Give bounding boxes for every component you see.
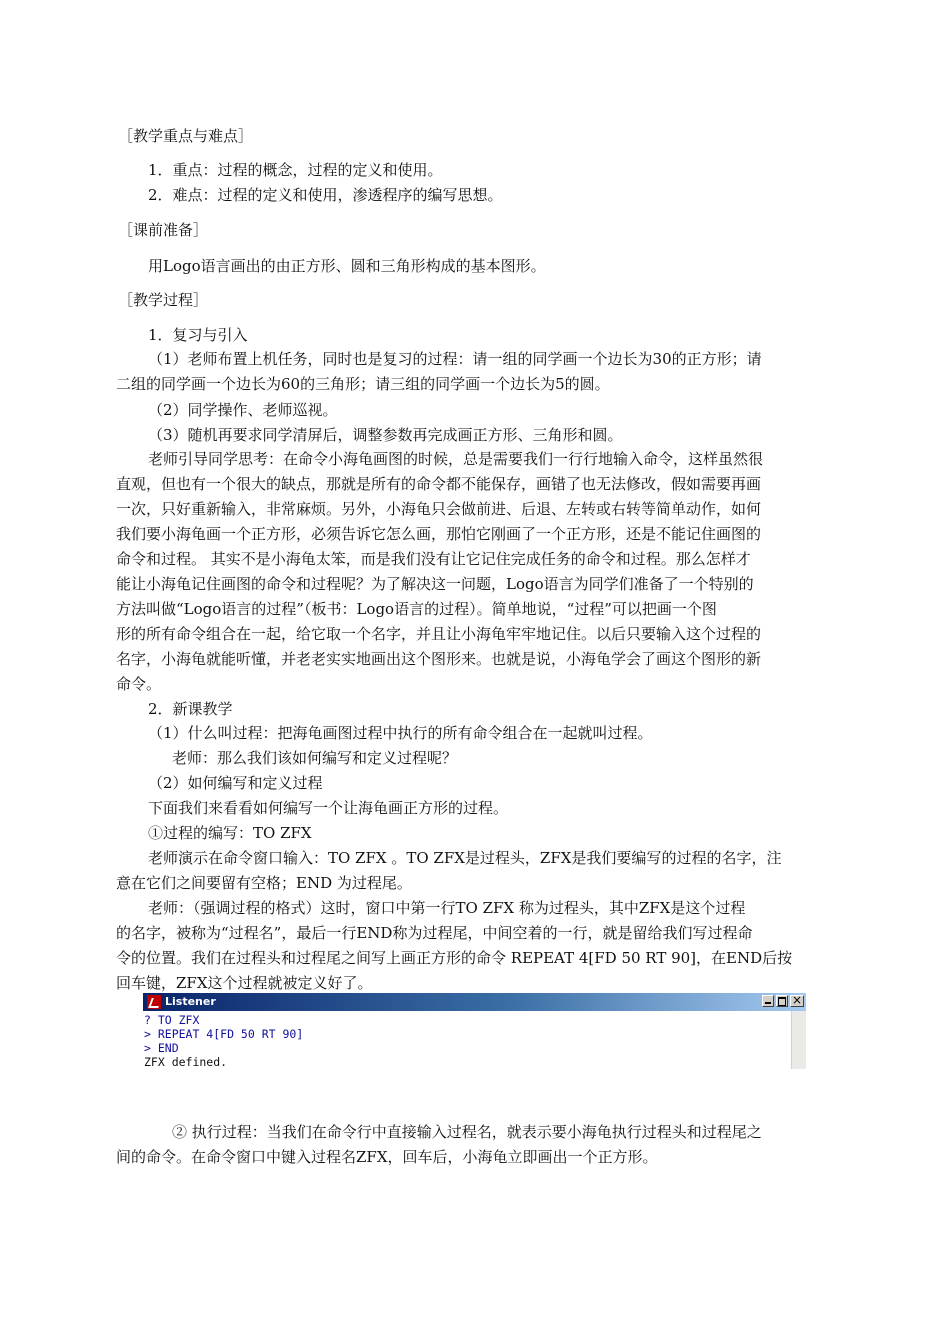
preparation-heading: ［课前准备］ bbox=[118, 221, 209, 239]
teacher-question: 老师：那么我们该如何编写和定义过程呢？ bbox=[172, 749, 458, 767]
format-line: 老师：（强调过程的格式）这时，窗口中第一行TO ZFX 称为过程头，其中ZFX是这个过程 bbox=[148, 899, 746, 917]
format-line: 令的位置。我们在过程头和过程尾之间写上画正方形的命令 REPEAT 4[FD 50 RT 90]，在END后按 bbox=[116, 949, 793, 967]
key-point-2: 2．难点：过程的定义和使用，渗透程序的编写思想。 bbox=[148, 186, 503, 204]
process-heading: ［教学过程］ bbox=[118, 291, 209, 309]
demo-line-2: 意在它们之间要留有空格；END 为过程尾。 bbox=[116, 874, 412, 892]
preparation-text: 用Logo语言画出的由正方形、圆和三角形构成的基本图形。 bbox=[148, 257, 546, 275]
guide-line: 形的所有命令组合在一起，给它取一个名字，并且让小海龟牢牢地记住。以后只要输入这个过程的 bbox=[116, 625, 762, 643]
format-line: 的名字，被称为“过程名”，最后一行END称为过程尾，中间空着的一行，就是留给我们写过程命 bbox=[116, 924, 753, 942]
review-title: 1．复习与引入 bbox=[148, 326, 248, 344]
review-item-1-line-1: （1）老师布置上机任务，同时也是复习的过程：请一组的同学画一个边长为30的正方形；请 bbox=[148, 350, 762, 368]
guide-line: 老师引导同学思考：在命令小海龟画图的时候，总是需要我们一行行地输入命令，这样虽然很 bbox=[148, 450, 764, 468]
guide-line: 命令。 bbox=[116, 675, 162, 693]
review-item-2: （2）同学操作、老师巡视。 bbox=[148, 401, 338, 419]
listener-line: ZFX defined. bbox=[144, 1055, 228, 1069]
maximize-icon bbox=[776, 995, 788, 1007]
listener-line: > END bbox=[144, 1041, 179, 1055]
guide-line: 我们要小海龟画一个正方形，必须告诉它怎么画，那怕它刚画了一个正方形，还是不能记住画图的 bbox=[116, 525, 762, 543]
guide-line: 命令和过程。 其实不是小海龟太笨，而是我们没有让它记住完成任务的命令和过程。那么怎样才 bbox=[116, 550, 751, 568]
format-line: 回车键，ZFX这个过程就被定义好了。 bbox=[116, 974, 373, 992]
minimize-icon bbox=[762, 995, 774, 1007]
review-item-1-line-2: 二组的同学画一个边长为60的三角形；请三组的同学画一个边长为5的圆。 bbox=[116, 375, 610, 393]
guide-line: 名字，小海龟就能听懂，并老老实实地画出这个图形来。也就是说，小海龟学会了画这个图形的新 bbox=[116, 650, 762, 668]
listener-line: > REPEAT 4[FD 50 RT 90] bbox=[144, 1027, 304, 1041]
new-lesson-item-2: （2）如何编写和定义过程 bbox=[148, 774, 323, 792]
guide-line: 一次，只好重新输入，非常麻烦。另外，小海龟只会做前进、后退、左转或右转等简单动作，如何 bbox=[116, 500, 762, 518]
listener-title: Listener bbox=[165, 995, 216, 1008]
new-lesson-title: 2．新课教学 bbox=[148, 700, 233, 718]
new-lesson-intro: 下面我们来看看如何编写一个让海龟画正方形的过程。 bbox=[148, 799, 509, 817]
step-2-line-1: ② 执行过程：当我们在命令行中直接输入过程名，就表示要小海龟执行过程头和过程尾之 bbox=[172, 1123, 762, 1141]
demo-line-1: 老师演示在命令窗口输入：TO ZFX 。TO ZFX是过程头，ZFX是我们要编写的过程的名字，注 bbox=[148, 849, 782, 867]
review-item-3: （3）随机再要求同学清屏后，调整参数再完成画正方形、三角形和圆。 bbox=[148, 426, 623, 444]
key-point-1: 1．重点：过程的概念，过程的定义和使用。 bbox=[148, 161, 443, 179]
logo-app-icon bbox=[147, 995, 161, 1009]
listener-window-screenshot bbox=[143, 993, 806, 1069]
guide-line: 方法叫做“Logo语言的过程”（板书：Logo语言的过程）。简单地说，“过程”可以把画一个图 bbox=[116, 600, 717, 618]
new-lesson-item-1: （1）什么叫过程：把海龟画图过程中执行的所有命令组合在一起就叫过程。 bbox=[148, 724, 653, 742]
listener-scrollbar bbox=[791, 1011, 806, 1069]
close-icon bbox=[790, 995, 804, 1007]
step-1: ①过程的编写：TO ZFX bbox=[148, 824, 312, 842]
guide-line: 直观，但也有一个很大的缺点，那就是所有的命令都不能保存，画错了也无法修改，假如需要再画 bbox=[116, 475, 762, 493]
step-2-line-2: 间的命令。在命令窗口中键入过程名ZFX，回车后，小海龟立即画出一个正方形。 bbox=[116, 1148, 658, 1166]
listener-titlebar bbox=[143, 993, 806, 1011]
key-points-heading: ［教学重点与难点］ bbox=[118, 127, 254, 145]
guide-line: 能让小海龟记住画图的命令和过程呢？为了解决这一问题，Logo语言为同学们准备了一个特别的 bbox=[116, 575, 754, 593]
listener-line: ? TO ZFX bbox=[144, 1013, 200, 1027]
